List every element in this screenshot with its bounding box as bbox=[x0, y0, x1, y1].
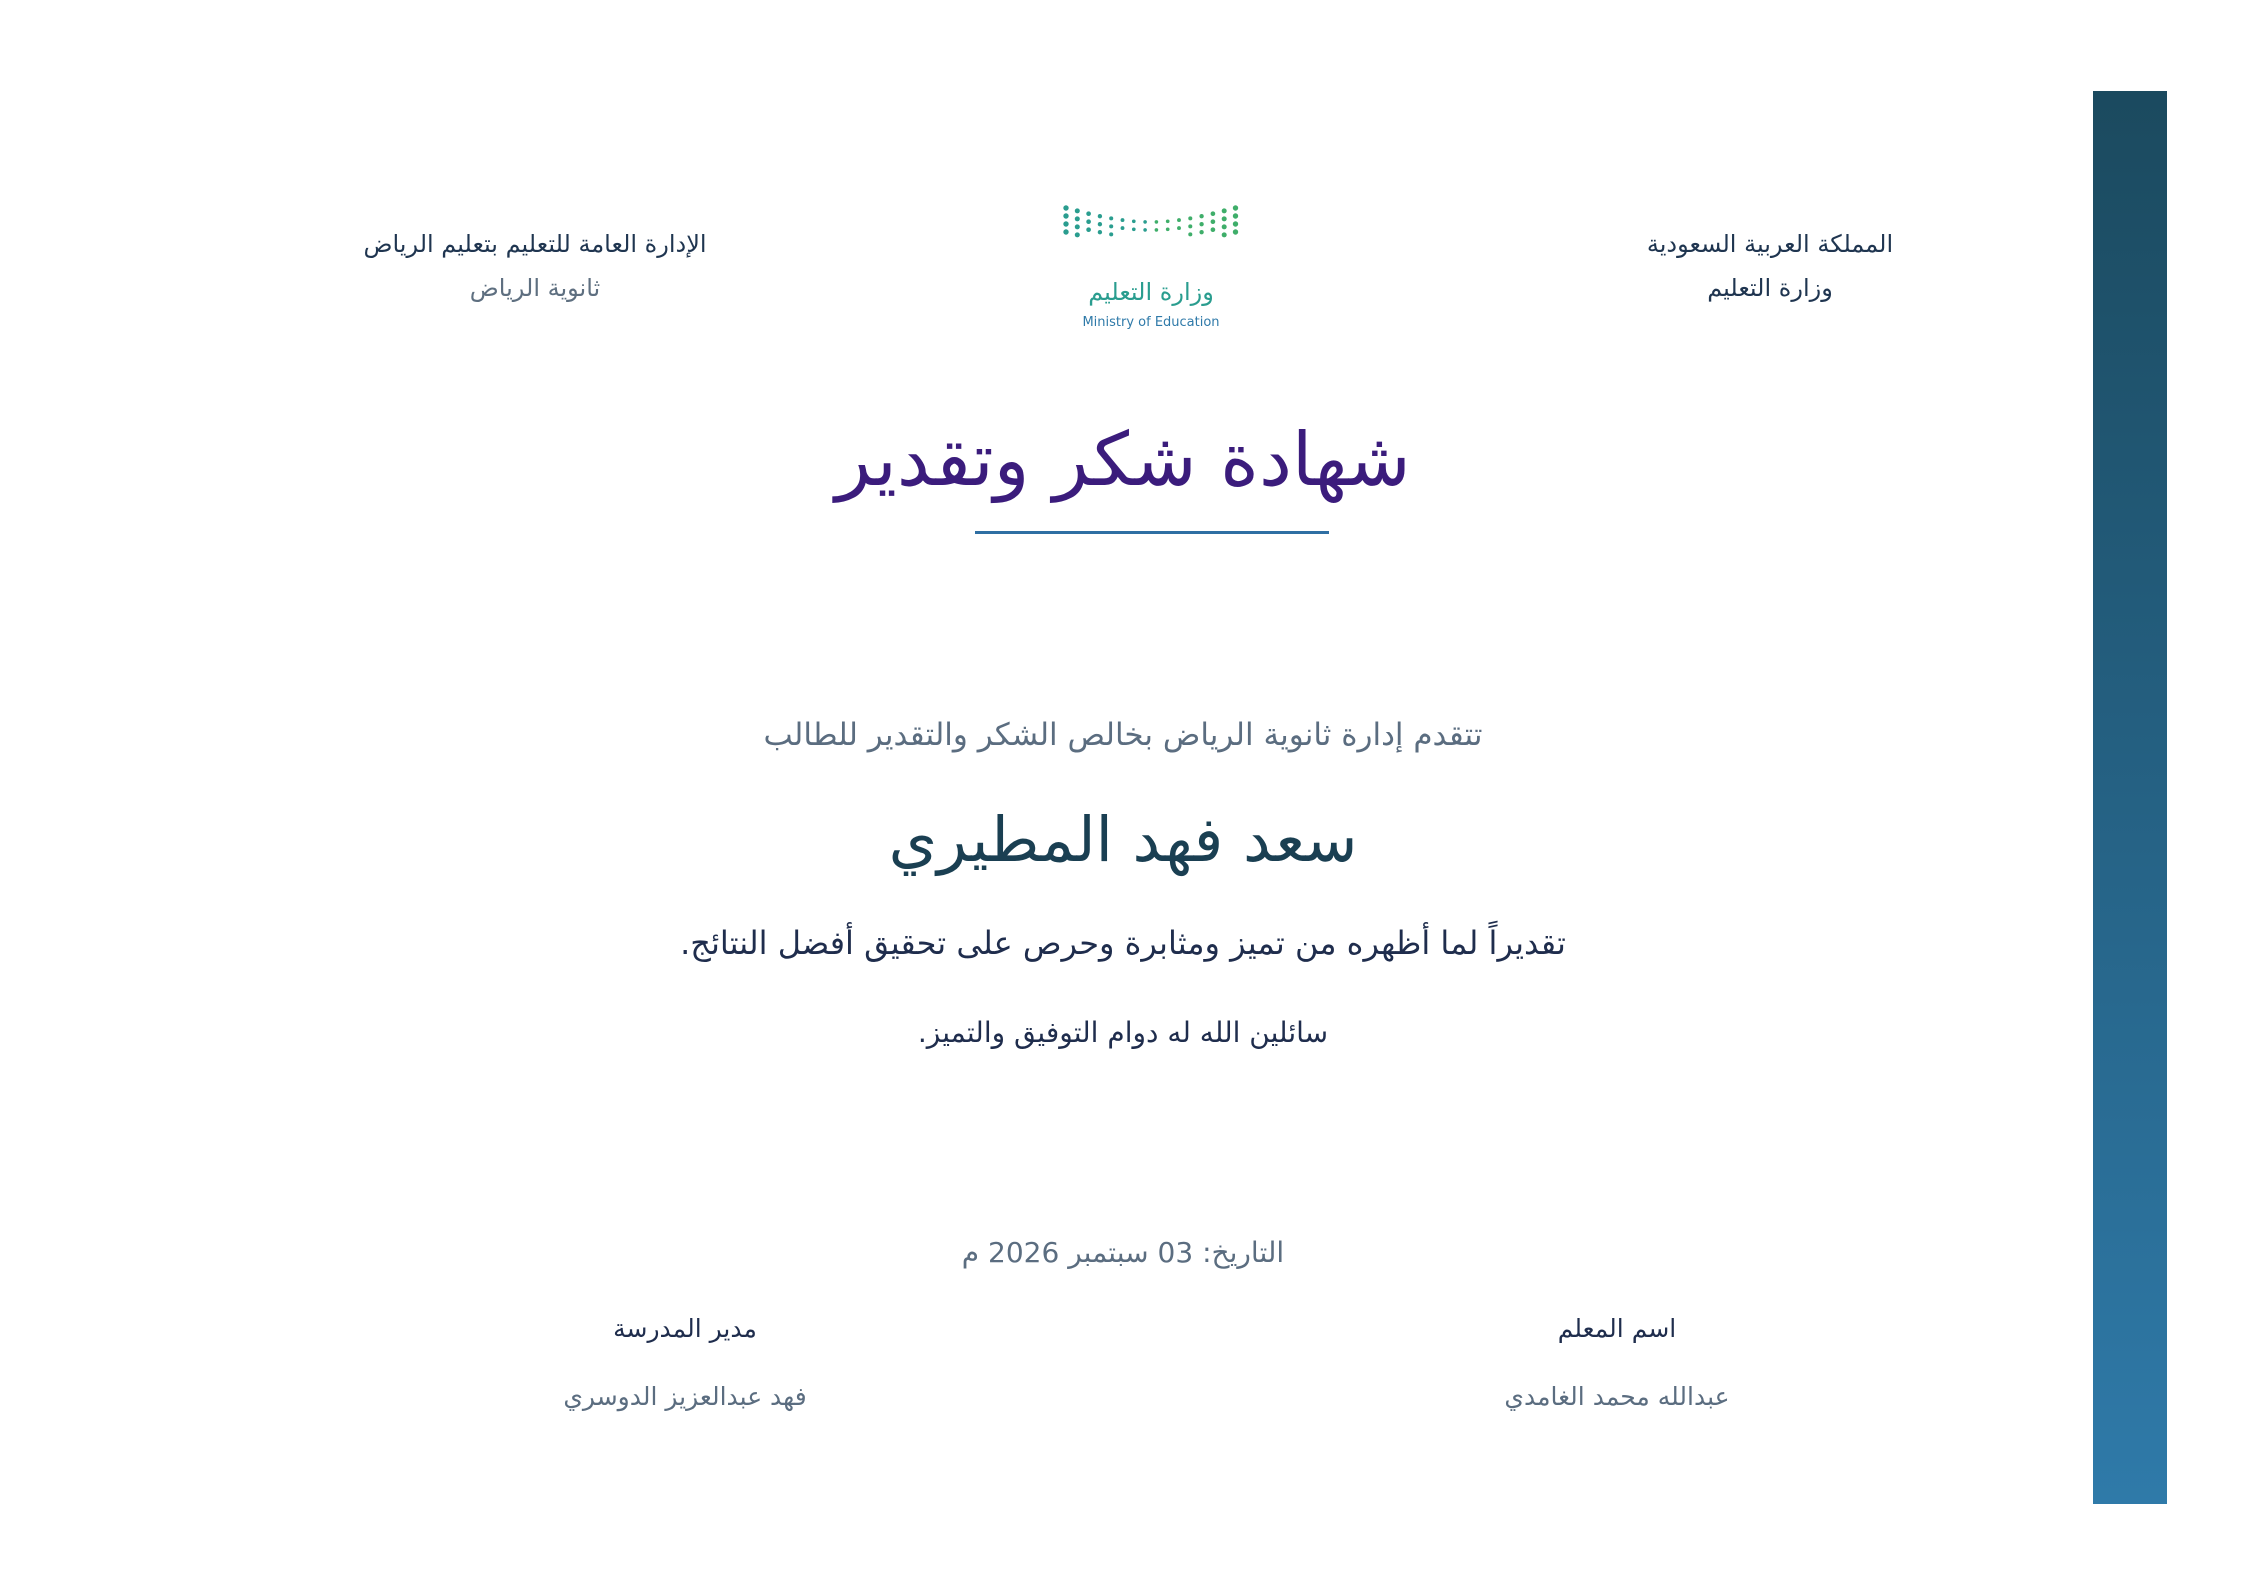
teacher-name: عبدالله محمد الغامدي bbox=[1504, 1382, 1730, 1411]
logo-dot bbox=[1222, 232, 1227, 237]
logo-dot bbox=[1211, 211, 1216, 216]
certificate-intro: تتقدم إدارة ثانوية الرياض بخالص الشكر والتقدير للطالب bbox=[763, 717, 1483, 753]
teacher-signature-block bbox=[1417, 1308, 1817, 1418]
principal-label: مدير المدرسة bbox=[613, 1314, 757, 1343]
student-name: سعد فهد المطيري bbox=[888, 803, 1358, 876]
logo-dot bbox=[1177, 226, 1181, 230]
education-department: الإدارة العامة للتعليم بتعليم الرياض bbox=[363, 230, 707, 258]
logo-dot bbox=[1177, 218, 1181, 222]
logo-english-text: Ministry of Education bbox=[1082, 315, 1220, 330]
logo-dot bbox=[1155, 220, 1159, 224]
logo-dot bbox=[1098, 222, 1102, 226]
school-name: ثانوية الرياض bbox=[469, 274, 601, 302]
logo-dot bbox=[1063, 213, 1068, 218]
logo-dot bbox=[1155, 228, 1159, 232]
logo-dot bbox=[1063, 205, 1068, 210]
logo-dot bbox=[1188, 224, 1192, 228]
header-left bbox=[290, 222, 780, 310]
logo-dot bbox=[1166, 219, 1170, 223]
logo-dot bbox=[1098, 230, 1102, 234]
logo-dot bbox=[1188, 232, 1192, 236]
logo-dot bbox=[1222, 216, 1227, 221]
certificate-title: شهادة شكر وتقدير bbox=[835, 417, 1411, 503]
logo-dot bbox=[1199, 222, 1203, 226]
decorative-side-bar bbox=[2093, 91, 2167, 1504]
logo-dot bbox=[1211, 227, 1216, 232]
header-right bbox=[1580, 222, 1960, 310]
logo-dot bbox=[1143, 228, 1147, 232]
logo-dot bbox=[1188, 216, 1192, 220]
logo-dot bbox=[1063, 229, 1068, 234]
logo-dot bbox=[1109, 224, 1113, 228]
kingdom-name: المملكة العربية السعودية bbox=[1646, 230, 1894, 258]
logo-dot bbox=[1143, 220, 1147, 224]
logo-dot bbox=[1222, 208, 1227, 213]
logo-dot bbox=[1063, 221, 1068, 226]
logo-dot bbox=[1222, 224, 1227, 229]
logo-dot bbox=[1199, 230, 1203, 234]
logo-arabic-text: وزارة التعليم bbox=[1088, 278, 1214, 306]
certificate-wish: سائلين الله له دوام التوفيق والتميز. bbox=[917, 1016, 1329, 1049]
logo-dot bbox=[1121, 226, 1125, 230]
logo-dots bbox=[1063, 205, 1238, 237]
logo-dot bbox=[1086, 211, 1091, 216]
logo-dot bbox=[1075, 232, 1080, 237]
principal-signature-block bbox=[485, 1308, 885, 1418]
ministry-name: وزارة التعليم bbox=[1707, 274, 1833, 302]
logo-dot bbox=[1109, 216, 1113, 220]
logo-dot bbox=[1075, 224, 1080, 229]
logo-dot bbox=[1086, 227, 1091, 232]
logo-dot bbox=[1075, 216, 1080, 221]
logo-dot bbox=[1109, 232, 1113, 236]
logo-dot bbox=[1233, 229, 1238, 234]
logo-dot bbox=[1233, 221, 1238, 226]
ministry-logo bbox=[1060, 200, 1242, 340]
logo-dot bbox=[1132, 219, 1136, 223]
title-underline bbox=[975, 531, 1329, 534]
teacher-label: اسم المعلم bbox=[1557, 1314, 1677, 1343]
logo-dot bbox=[1199, 214, 1203, 218]
logo-dot bbox=[1132, 227, 1136, 231]
logo-dot bbox=[1098, 214, 1102, 218]
principal-name: فهد عبدالعزيز الدوسري bbox=[563, 1382, 807, 1411]
certificate-reason: تقديراً لما أظهره من تميز ومثابرة وحرص على تحقيق أفضل النتائج. bbox=[680, 924, 1566, 962]
logo-dot bbox=[1211, 219, 1216, 224]
logo-dot bbox=[1233, 205, 1238, 210]
logo-dot bbox=[1121, 218, 1125, 222]
logo-dot bbox=[1075, 208, 1080, 213]
certificate-date: التاريخ: 03 سبتمبر 2026 م bbox=[961, 1236, 1285, 1269]
logo-dot bbox=[1233, 213, 1238, 218]
logo-dot bbox=[1166, 227, 1170, 231]
logo-dot bbox=[1086, 219, 1091, 224]
ministry-logo-graphic bbox=[1060, 200, 1242, 340]
